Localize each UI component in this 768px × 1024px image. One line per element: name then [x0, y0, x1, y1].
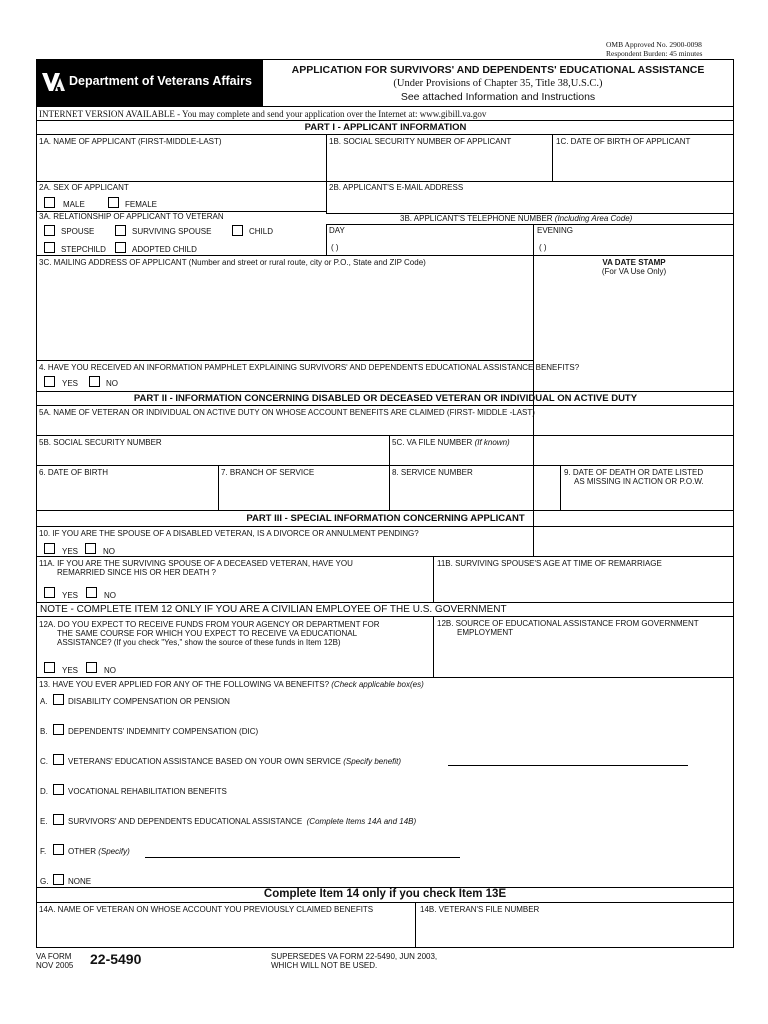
option-f-letter: F. [40, 847, 47, 856]
option-c-letter: C. [40, 757, 48, 766]
option-c-label: VETERANS' EDUCATION ASSISTANCE BASED ON YOUR OWN SERVICE (Specify benefit) [68, 757, 402, 766]
item14-heading: Complete Item 14 only if you check Item 13E [263, 888, 507, 900]
funds-yes-label: YES [62, 666, 79, 675]
remarried-yes-label: YES [62, 591, 79, 600]
field-1a-label: 1A. NAME OF APPLICANT (FIRST-MIDDLE-LAST) [39, 137, 222, 146]
option-f-label: OTHER (Specify) [68, 847, 130, 856]
field-7-label: 7. BRANCH OF SERVICE [221, 468, 315, 477]
part1-heading: PART I - APPLICANT INFORMATION [304, 122, 467, 133]
field-5c-label: 5C. VA FILE NUMBER (If known) [392, 438, 510, 447]
option-b-letter: B. [40, 727, 48, 736]
va-logo-icon [41, 70, 67, 94]
option-b-label: DEPENDENTS' INDEMNITY COMPENSATION (DIC) [68, 727, 259, 736]
funds-no-checkbox[interactable] [86, 662, 97, 673]
option-g-label: NONE [68, 877, 92, 886]
part2-heading: PART II - INFORMATION CONCERNING DISABLED OR DECEASED VETERAN OR INDIVIDUAL ON ACTIVE DUTY [133, 393, 638, 404]
day-label: DAY [329, 226, 345, 235]
adopted-child-label: ADOPTED CHILD [132, 245, 197, 254]
option-d-letter: D. [40, 787, 48, 796]
divorce-yes-label: YES [62, 547, 79, 556]
field-11a-label-line1: 11A. IF YOU ARE THE SURVIVING SPOUSE OF A DECEASED VETERAN, HAVE YOU [39, 559, 353, 568]
option-b-checkbox[interactable] [53, 724, 64, 735]
field-14b-label: 14B. VETERAN'S FILE NUMBER [420, 905, 540, 914]
agency-name: Department of Veterans Affairs [69, 74, 252, 88]
agency-banner [37, 60, 262, 106]
supersedes-note-line2: WHICH WILL NOT BE USED. [271, 961, 378, 970]
field-12a-label-line1: 12A. DO YOU EXPECT TO RECEIVE FUNDS FROM YOUR AGENCY OR DEPARTMENT FOR [39, 620, 380, 629]
form-date: NOV 2005 [36, 961, 74, 970]
field-12a-label-line2: THE SAME COURSE FOR WHICH YOU EXPECT TO RECEIVE VA EDUCATIONAL [57, 629, 358, 638]
form-title: APPLICATION FOR SURVIVORS' AND DEPENDENTS' EDUCATIONAL ASSISTANCE [291, 64, 705, 76]
option-e-checkbox[interactable] [53, 814, 64, 825]
field-3b-label: 3B. APPLICANT'S TELEPHONE NUMBER (Including Area Code) [400, 214, 633, 223]
stepchild-checkbox[interactable] [44, 242, 55, 253]
divorce-yes-checkbox[interactable] [44, 543, 55, 554]
field-13-label: 13. HAVE YOU EVER APPLIED FOR ANY OF THE FOLLOWING VA BENEFITS? (Check applicable box(es) [39, 680, 424, 689]
stepchild-label: STEPCHILD [61, 245, 106, 254]
field-3a-label: 3A. RELATIONSHIP OF APPLICANT TO VETERAN [39, 212, 224, 221]
field-12a-label-line3: ASSISTANCE? (If you check "Yes," show the source of these funds in Item 12B) [57, 638, 341, 647]
field-14a-label: 14A. NAME OF VETERAN ON WHOSE ACCOUNT YOU PREVIOUSLY CLAIMED BENEFITS [39, 905, 374, 914]
field-3c-label: 3C. MAILING ADDRESS OF APPLICANT (Number and street or rural route, city or P.O., State and ZIP Code) [39, 258, 426, 267]
va-form-label: VA FORM [36, 952, 72, 961]
field-8-label: 8. SERVICE NUMBER [392, 468, 473, 477]
option-g-checkbox[interactable] [53, 874, 64, 885]
option-c-checkbox[interactable] [53, 754, 64, 765]
option-e-letter: E. [40, 817, 48, 826]
instructions-note: See attached Information and Instructions [400, 91, 596, 103]
va-date-stamp-label: VA DATE STAMP [602, 258, 666, 267]
field-2b-label: 2B. APPLICANT'S E-MAIL ADDRESS [329, 183, 464, 192]
surviving-spouse-checkbox[interactable] [115, 225, 126, 236]
va-use-only-note: (For VA Use Only) [601, 267, 667, 276]
female-checkbox[interactable] [108, 197, 119, 208]
pamphlet-no-checkbox[interactable] [89, 376, 100, 387]
field-6-label: 6. DATE OF BIRTH [39, 468, 109, 477]
option-d-checkbox[interactable] [53, 784, 64, 795]
option-g-letter: G. [40, 877, 49, 886]
remarried-yes-checkbox[interactable] [44, 587, 55, 598]
field-2a-label: 2A. SEX OF APPLICANT [39, 183, 129, 192]
evening-phone-paren[interactable]: ( ) [539, 243, 547, 252]
field-11a-label-line2: REMARRIED SINCE HIS OR HER DEATH ? [57, 568, 216, 577]
field-9-label-line2: AS MISSING IN ACTION OR P.O.W. [574, 477, 704, 486]
field-12b-label-line1: 12B. SOURCE OF EDUCATIONAL ASSISTANCE FROM GOVERNMENT [437, 619, 699, 628]
pamphlet-no-label: NO [106, 379, 118, 388]
field-10-label: 10. IF YOU ARE THE SPOUSE OF A DISABLED VETERAN, IS A DIVORCE OR ANNULMENT PENDING? [39, 529, 419, 538]
option-f-specify-line[interactable] [145, 857, 460, 858]
spouse-checkbox[interactable] [44, 225, 55, 236]
field-12b-label-line2: EMPLOYMENT [457, 628, 514, 637]
child-label: CHILD [249, 227, 274, 236]
field-9-label-line1: 9. DATE OF DEATH OR DATE LISTED [564, 468, 704, 477]
option-a-letter: A. [40, 697, 48, 706]
funds-no-label: NO [104, 666, 116, 675]
pamphlet-yes-checkbox[interactable] [44, 376, 55, 387]
field-1c-label: 1C. DATE OF BIRTH OF APPLICANT [556, 137, 691, 146]
option-a-checkbox[interactable] [53, 694, 64, 705]
form-subtitle: (Under Provisions of Chapter 35, Title 38,U.S.C.) [393, 78, 603, 89]
child-checkbox[interactable] [232, 225, 243, 236]
remarried-no-label: NO [104, 591, 116, 600]
field-4-label: 4. HAVE YOU RECEIVED AN INFORMATION PAMPHLET EXPLAINING SURVIVORS' AND DEPENDENTS EDUCATIONAL ASSISTANCE BENEFITS? [39, 363, 580, 372]
spouse-label: SPOUSE [61, 227, 95, 236]
remarried-no-checkbox[interactable] [86, 587, 97, 598]
internet-note: INTERNET VERSION AVAILABLE - You may complete and send your application over the Internet at: www.gibill.va.gov [39, 109, 487, 119]
divorce-no-label: NO [103, 547, 115, 556]
day-phone-paren[interactable]: ( ) [331, 243, 339, 252]
option-f-checkbox[interactable] [53, 844, 64, 855]
form-number: 22-5490 [90, 951, 142, 967]
omb-approval: OMB Approved No. 2900-0098 [606, 40, 702, 49]
evening-label: EVENING [537, 226, 574, 235]
field-5b-label: 5B. SOCIAL SECURITY NUMBER [39, 438, 162, 447]
adopted-child-checkbox[interactable] [115, 242, 126, 253]
divorce-no-checkbox[interactable] [85, 543, 96, 554]
form-frame [36, 59, 734, 948]
male-checkbox[interactable] [44, 197, 55, 208]
field-1b-label: 1B. SOCIAL SECURITY NUMBER OF APPLICANT [329, 137, 512, 146]
pamphlet-yes-label: YES [62, 379, 79, 388]
respondent-burden: Respondent Burden: 45 minutes [606, 49, 703, 58]
option-c-specify-line[interactable] [448, 765, 688, 766]
field-11b-label: 11B. SURVIVING SPOUSE'S AGE AT TIME OF REMARRIAGE [437, 559, 662, 568]
option-e-label: SURVIVORS' AND DEPENDENTS EDUCATIONAL ASSISTANCE (Complete Items 14A and 14B) [68, 817, 417, 826]
item12-note: NOTE - COMPLETE ITEM 12 ONLY IF YOU ARE A CIVILIAN EMPLOYEE OF THE U.S. GOVERNMENT [40, 604, 507, 615]
funds-yes-checkbox[interactable] [44, 662, 55, 673]
field-5a-label: 5A. NAME OF VETERAN OR INDIVIDUAL ON ACTIVE DUTY ON WHOSE ACCOUNT BENEFITS ARE CLAIMED (FIRST- MIDDLE -LAST) [39, 408, 535, 417]
option-d-label: VOCATIONAL REHABILITATION BENEFITS [68, 787, 227, 796]
option-a-label: DISABILITY COMPENSATION OR PENSION [68, 697, 230, 706]
part3-heading: PART III - SPECIAL INFORMATION CONCERNING APPLICANT [246, 513, 525, 524]
female-label: FEMALE [125, 200, 158, 209]
male-label: MALE [63, 200, 85, 209]
supersedes-note-line1: SUPERSEDES VA FORM 22-5490, JUN 2003, [271, 952, 438, 961]
surviving-spouse-label: SURVIVING SPOUSE [132, 227, 212, 236]
